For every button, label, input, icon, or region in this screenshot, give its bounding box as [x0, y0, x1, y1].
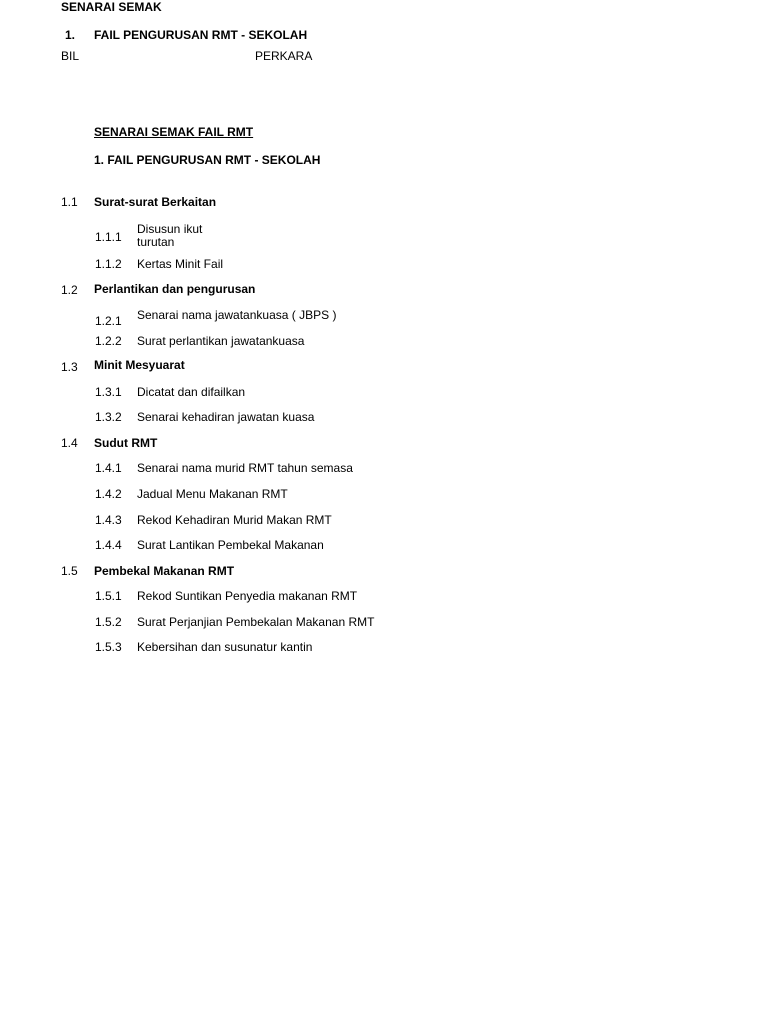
- item-text: [137, 223, 202, 249]
- item-text: Surat perlantikan jawatankuasa: [137, 334, 305, 348]
- item-text: Senarai nama murid RMT tahun semasa: [137, 461, 353, 475]
- item-text: Kebersihan dan susunatur kantin: [137, 640, 313, 654]
- column-header-bil: BIL: [61, 49, 80, 63]
- checklist-heading: 1. FAIL PENGURUSAN RMT - SEKOLAH: [94, 153, 321, 167]
- item-number: 1.4.2: [95, 487, 122, 501]
- section-number-1-1: 1.1: [61, 195, 78, 209]
- item-number: 1.4.4: [95, 538, 122, 552]
- section-title-1-2: Perlantikan dan pengurusan: [94, 282, 256, 296]
- section-number-1-2: 1.2: [61, 283, 78, 297]
- item-number: 1.5.2: [95, 615, 122, 629]
- item-number: 1.1.1: [95, 230, 122, 244]
- item-text: Surat Perjanjian Pembekalan Makanan RMT: [137, 615, 375, 629]
- section-title: FAIL PENGURUSAN RMT - SEKOLAH: [94, 28, 308, 42]
- item-number: 1.1.2: [95, 257, 122, 271]
- section-number-1-3: 1.3: [61, 360, 78, 374]
- section-title-1-5: Pembekal Makanan RMT: [94, 564, 235, 578]
- item-text: Kertas Minit Fail: [137, 257, 224, 271]
- item-number: 1.3.2: [95, 410, 122, 424]
- item-number: 1.2.2: [95, 334, 122, 348]
- section-number-1-4: 1.4: [61, 436, 78, 450]
- section-number-1-5: 1.5: [61, 564, 78, 578]
- item-text: Rekod Kehadiran Murid Makan RMT: [137, 513, 332, 527]
- item-number: 1.4.1: [95, 461, 122, 475]
- section-title-1-4: Sudut RMT: [94, 436, 158, 450]
- item-text: Senarai nama jawatankuasa ( JBPS ): [137, 308, 337, 322]
- item-text: Jadual Menu Makanan RMT: [137, 487, 288, 501]
- item-text: Rekod Suntikan Penyedia makanan RMT: [137, 589, 358, 603]
- document-title: SENARAI SEMAK: [61, 0, 162, 14]
- item-text-line: turutan: [137, 235, 175, 249]
- item-number: 1.4.3: [95, 513, 122, 527]
- section-title-1-1: Surat-surat Berkaitan: [94, 195, 217, 209]
- item-text: Senarai kehadiran jawatan kuasa: [137, 410, 315, 424]
- item-text: Surat Lantikan Pembekal Makanan: [137, 538, 324, 552]
- item-text: Dicatat dan difailkan: [137, 385, 246, 399]
- checklist-subtitle: SENARAI SEMAK FAIL RMT: [94, 125, 254, 139]
- section-title-1-3: Minit Mesyuarat: [94, 358, 185, 372]
- item-number: 1.2.1: [95, 314, 122, 328]
- item-number: 1.5.3: [95, 640, 122, 654]
- item-number: 1.3.1: [95, 385, 122, 399]
- column-header-perkara: PERKARA: [255, 49, 313, 63]
- item-text-line: Disusun ikut: [137, 222, 203, 236]
- item-number: 1.5.1: [95, 589, 122, 603]
- section-number: 1.: [65, 28, 76, 42]
